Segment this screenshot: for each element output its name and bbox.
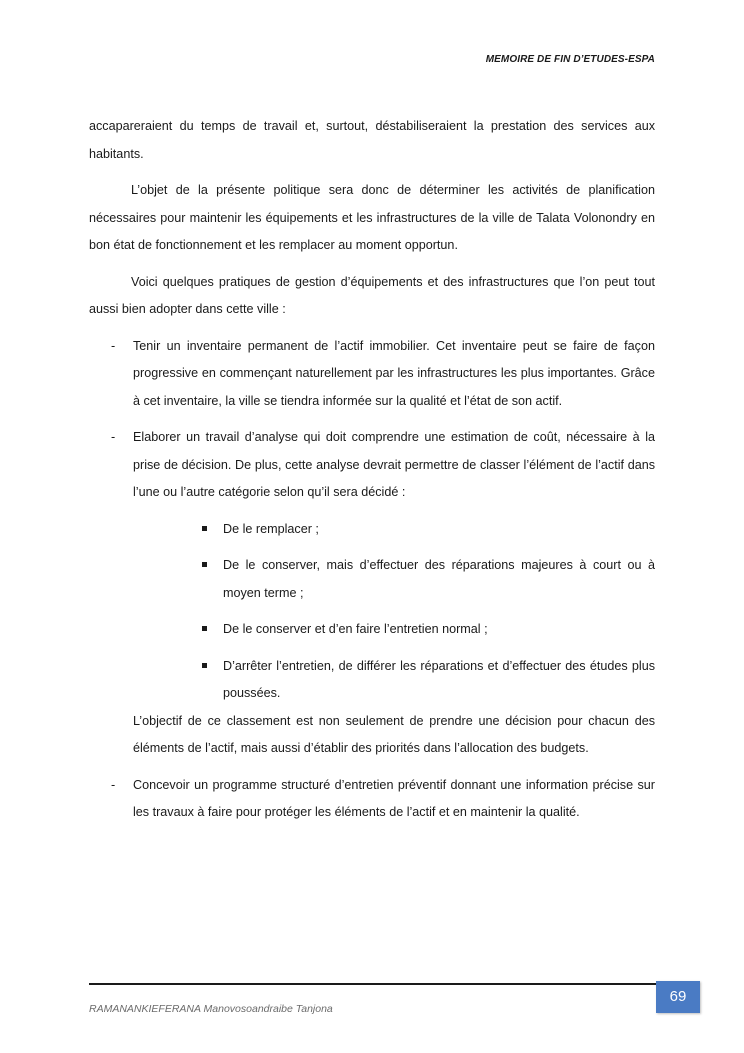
dash-marker: - xyxy=(111,430,116,444)
list-item-inventory xyxy=(89,333,655,416)
page-number-badge: 69 xyxy=(656,981,700,1013)
paragraph-3: Voici quelques pratiques de gestion d’équipements et des infrastructures que l’on peut tout aussi bien adopter dans cette ville : xyxy=(89,274,655,316)
list-item-text: Tenir un inventaire permanent de l’actif immobilier. Cet inventaire peut se faire de façon progressive en commençant naturellement par les infrastructures les plus importantes. Grâce à cet inventaire, la ville se tiendra informée sur la qualité et l’état de son actif. xyxy=(133,338,655,408)
list-item-text: Concevoir un programme structuré d’entretien préventif donnant une information précise sur les travaux à faire pour protéger les éléments de l’actif et en maintenir la qualité. xyxy=(133,777,655,819)
running-header: MEMOIRE DE FIN D’ETUDES-ESPA xyxy=(485,54,655,65)
footer-divider xyxy=(89,983,675,985)
paragraph-1: accapareraient du temps de travail et, surtout, déstabiliseraient la prestation des services aux habitants. xyxy=(89,119,655,161)
dash-marker: - xyxy=(111,777,116,792)
list-item-text: Elaborer un travail d’analyse qui doit comprendre une estimation de coût, nécessaire à la prise de décision. De plus, cette analyse devrait permettre de classer l’élément de l’actif dans l’une ou l’autre catégorie selon qu’il sera décidé : xyxy=(133,430,655,499)
body-text xyxy=(89,113,655,827)
square-bullet-icon xyxy=(202,562,207,567)
option-text: De le conserver et d’en faire l’entretien normal ; xyxy=(223,622,488,636)
option-text: D’arrêter l’entretien, de différer les réparations et d’effectuer des études plus poussées. xyxy=(223,658,655,700)
decision-options-list xyxy=(89,516,655,708)
list-item-analysis xyxy=(89,424,655,507)
square-bullet-icon xyxy=(202,626,207,631)
option-replace xyxy=(89,516,655,544)
option-normal-maintenance xyxy=(89,616,655,644)
list-item-preventive-program xyxy=(89,772,655,827)
option-major-repairs xyxy=(89,552,655,607)
option-text: De le conserver, mais d’effectuer des réparations majeures à court ou à moyen terme ; xyxy=(223,558,655,600)
square-bullet-icon xyxy=(202,663,207,668)
option-stop-maintenance xyxy=(89,653,655,708)
footer-author: RAMANANKIEFERANA Manovosoandraibe Tanjona xyxy=(89,1003,333,1015)
option-text: De le remplacer ; xyxy=(223,521,319,536)
paragraph-2: L’objet de la présente politique sera donc de déterminer les activités de planification nécessaires pour maintenir les équipements et les infrastructures de la ville de Talata Volonondry en bon état de fonctionnement et les remplacer au moment opportun. xyxy=(89,183,655,252)
classification-note: L’objectif de ce classement est non seulement de prendre une décision pour chacun des éléments de l’actif, mais aussi d’établir des priorités dans l’allocation des budgets. xyxy=(133,713,655,755)
dash-marker: - xyxy=(111,338,116,353)
square-bullet-icon xyxy=(202,526,207,531)
